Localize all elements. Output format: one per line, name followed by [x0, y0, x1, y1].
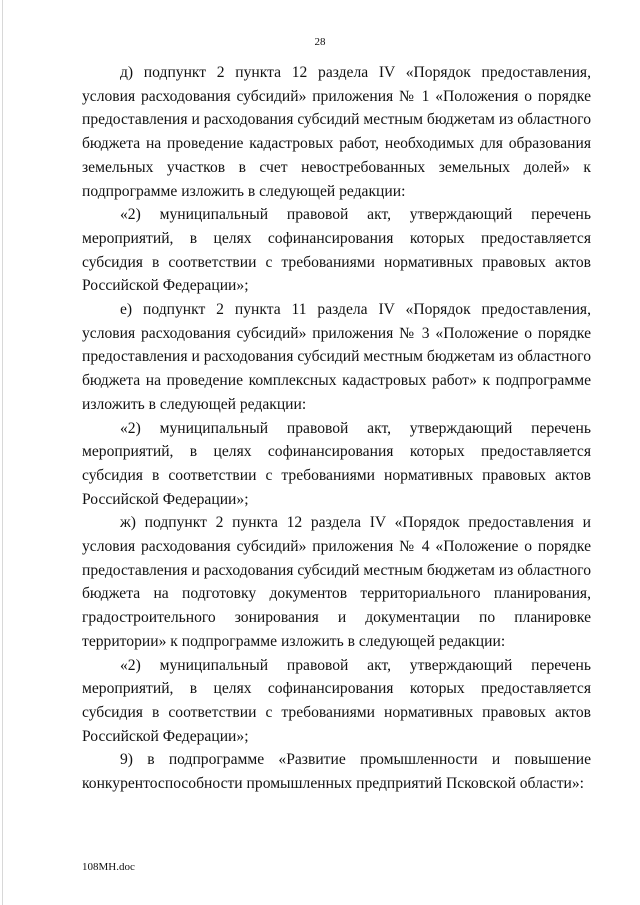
paragraph-d: д) подпункт 2 пункта 12 раздела IV «Порядок предоставления, условия расходования субсидий» приложения № 1 «Положения о порядке предоставления и расходования субсидий местным бюджетам из областного бюджета на проведение кадастровых работ, необходимых для образования земельных участков в счет невостребованных земельных долей» к подпрограмме изложить в следующей редакции:: [82, 64, 591, 200]
paragraph-quote-2: «2) муниципальный правовой акт, утверждающий перечень мероприятий, в целях софинансирования которых предоставляется субсидия в соответствии с требованиями нормативных правовых актов Российской Федерации»;: [82, 419, 591, 508]
paragraph-quote-1: «2) муниципальный правовой акт, утверждающий перечень мероприятий, в целях софинансирования которых предоставляется субсидия в соответствии с требованиями нормативных правовых актов Российской Федерации»;: [82, 206, 591, 295]
paragraph-e: е) подпункт 2 пункта 11 раздела IV «Порядок предоставления, условия расходования субсидий» приложения № 3 «Положение о порядке предоставления и расходования субсидий местным бюджетам из областного бюджета на проведение комплексных кадастровых работ» к подпрограмме изложить в следующей редакции:: [82, 301, 591, 413]
page-number: 28: [314, 36, 326, 48]
paragraph-quote-3: «2) муниципальный правовой акт, утверждающий перечень мероприятий, в целях софинансирования которых предоставляется субсидия в соответствии с требованиями нормативных правовых актов Российской Федерации»;: [82, 656, 591, 745]
document-body: [82, 61, 591, 796]
paragraph-zh: ж) подпункт 2 пункта 12 раздела IV «Порядок предоставления и условия расходования субсидий» приложения № 4 «Положение о порядке предоставления и расходования субсидий местным бюджетам из областного бюджета на подготовку документов территориального планирования, градостроительного зонирования и документации по планировке территории» к подпрограмме изложить в следующей редакции:: [82, 514, 591, 650]
paragraph-9: 9) в подпрограмме «Развитие промышленности и повышение конкурентоспособности промышленных предприятий Псковской области»:: [82, 751, 591, 793]
scan-edge: [2, 0, 3, 905]
file-name-footer: 108МН.doc: [82, 861, 135, 873]
